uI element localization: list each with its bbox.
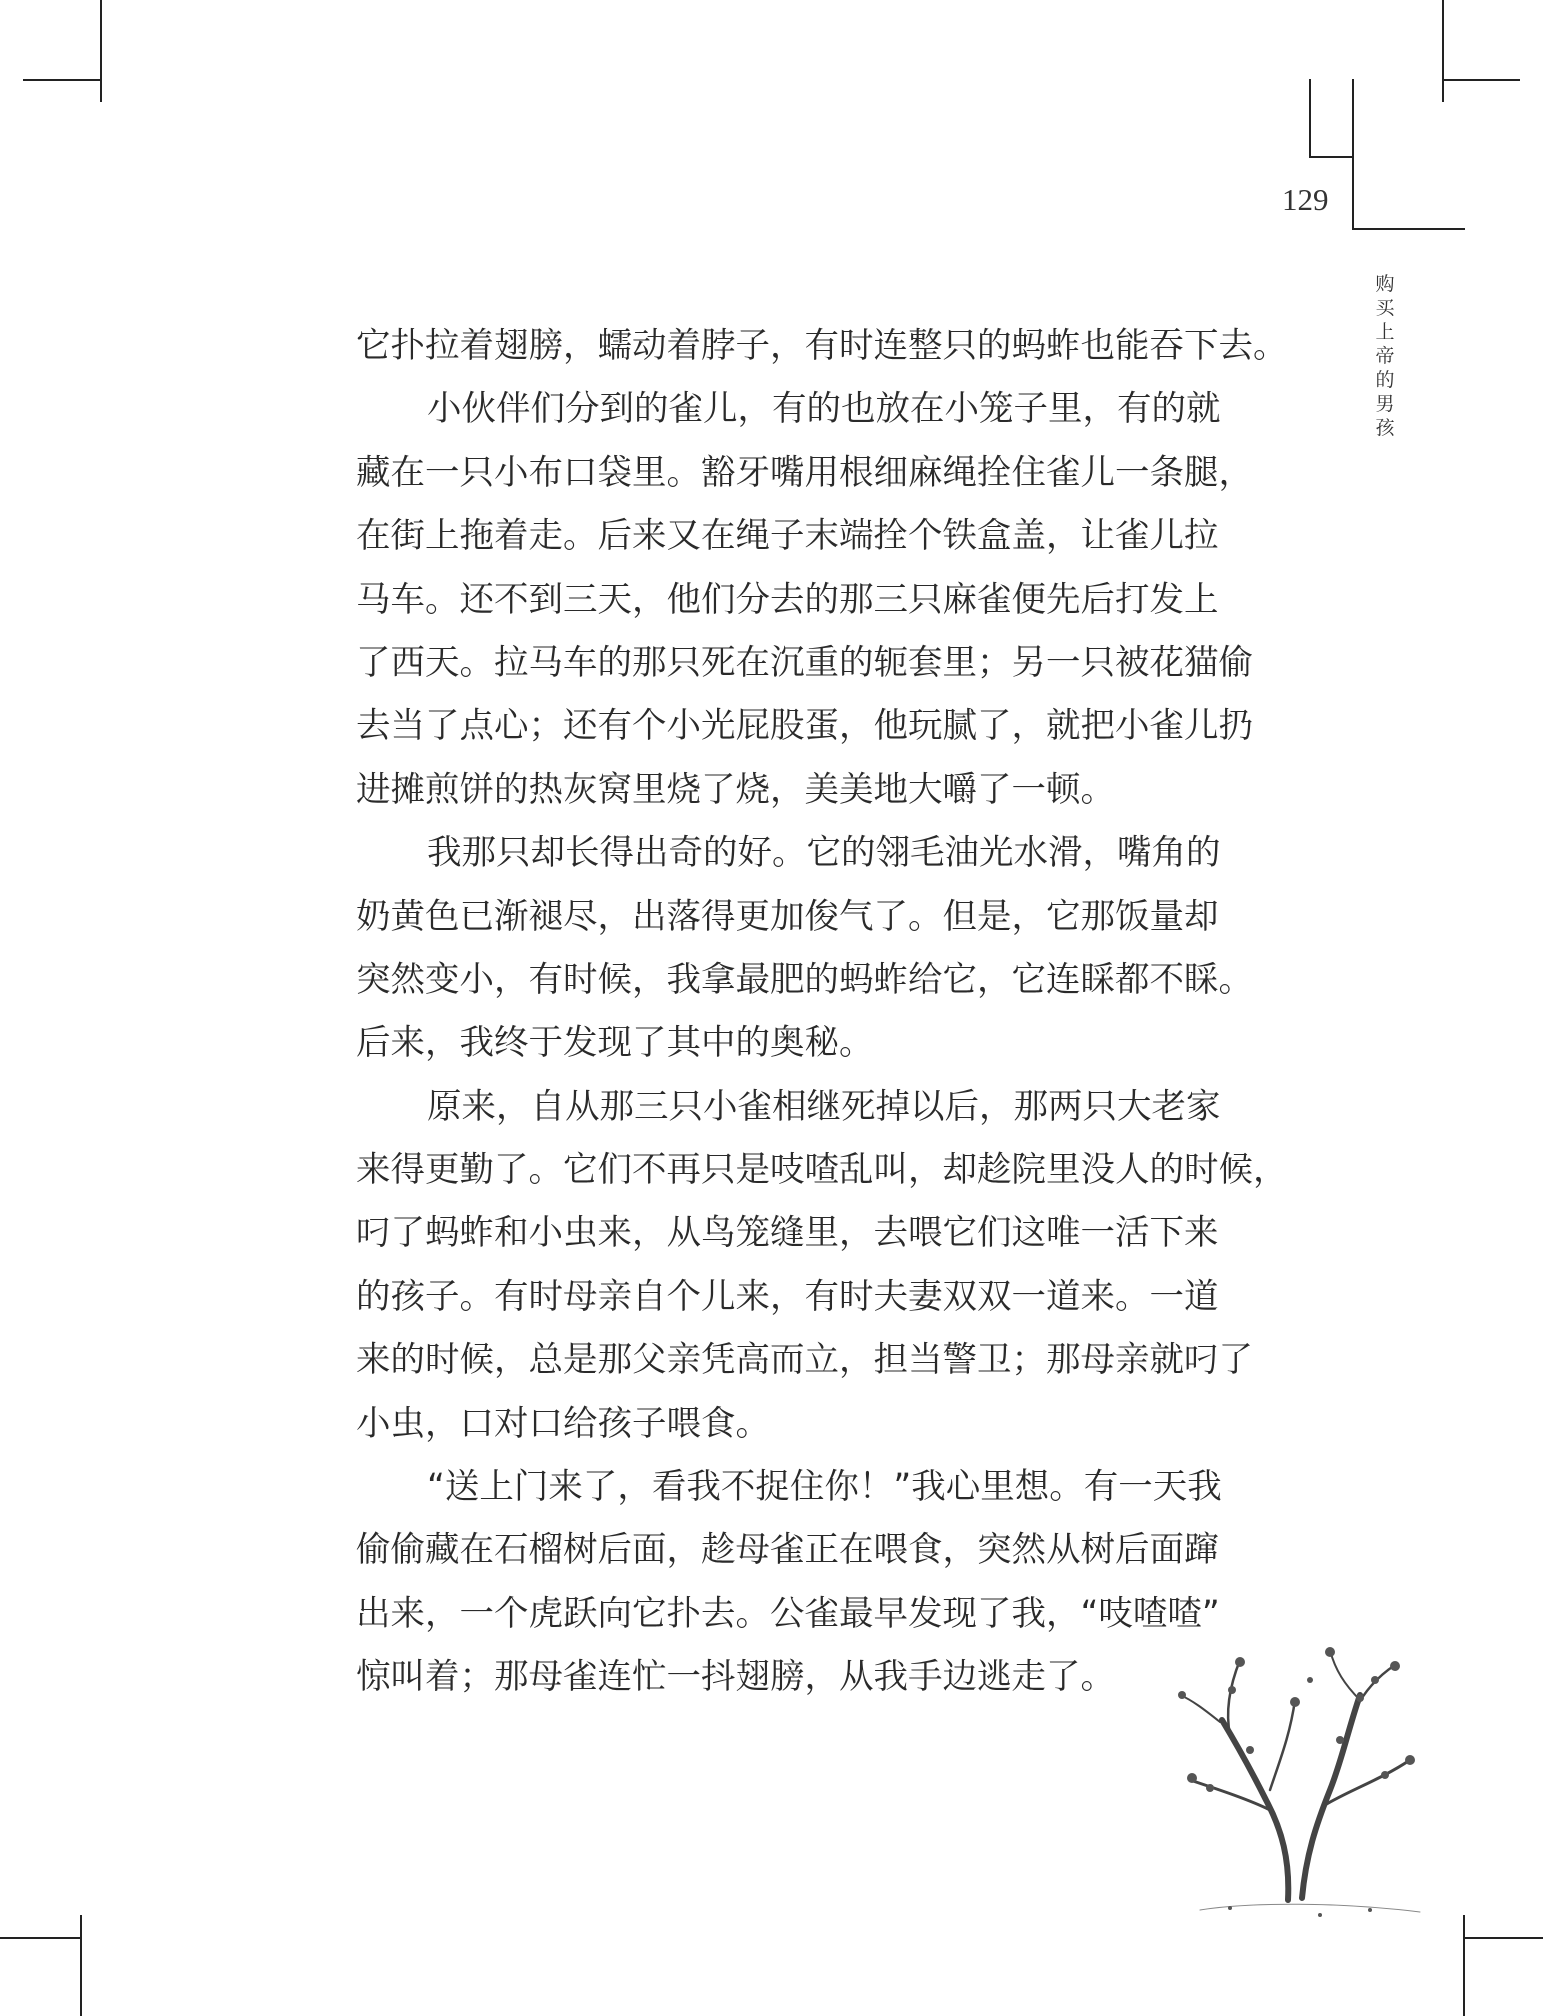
running-title-char: 男	[1375, 393, 1395, 415]
text-line: 叼了蚂蚱和小虫来，从鸟笼缝里，去喂它们这唯一活下来	[356, 1213, 1219, 1254]
text-line: 偷偷藏在石榴树后面，趁母雀正在喂食，突然从树后面蹿	[356, 1530, 1219, 1571]
text-line: 来得更勤了。它们不再只是吱喳乱叫，却趁院里没人的时候，	[356, 1150, 1288, 1191]
text-line: 后来，我终于发现了其中的奥秘。	[356, 1023, 874, 1064]
tree-illustration	[1170, 1640, 1435, 1925]
text-line: 马车。还不到三天，他们分去的那三只麻雀便先后打发上	[356, 579, 1219, 620]
text-line: 奶黄色已渐褪尽，出落得更加俊气了。但是，它那饭量却	[356, 896, 1219, 937]
running-title-char: 孩	[1375, 417, 1395, 439]
running-title-char: 的	[1375, 369, 1395, 391]
text-line: 原来，自从那三只小雀相继死掉以后，那两只大老家	[427, 1086, 1221, 1127]
running-title-char: 上	[1375, 321, 1395, 343]
running-title	[1372, 272, 1398, 440]
text-line: “送上门来了，看我不捉住你！”我心里想。有一天我	[427, 1467, 1222, 1508]
text-line: 进摊煎饼的热灰窝里烧了烧，美美地大嚼了一顿。	[356, 769, 1115, 810]
text-line: 我那只却长得出奇的好。它的翎毛油光水滑，嘴角的	[427, 833, 1221, 874]
text-line: 小虫，口对口给孩子喂食。	[356, 1403, 770, 1444]
text-line: 出来，一个虎跃向它扑去。公雀最早发现了我，“吱喳喳”	[356, 1593, 1220, 1634]
running-title-char: 买	[1375, 297, 1395, 319]
text-line: 突然变小，有时候，我拿最肥的蚂蚱给它，它连睬都不睬。	[356, 959, 1253, 1000]
text-line: 来的时候，总是那父亲凭高而立，担当警卫；那母亲就叼了	[356, 1340, 1253, 1381]
text-line: 藏在一只小布口袋里。豁牙嘴用根细麻绳拴住雀儿一条腿，	[356, 452, 1253, 493]
text-line: 的孩子。有时母亲自个儿来，有时夫妻双双一道来。一道	[356, 1276, 1219, 1317]
body-text	[356, 315, 1288, 1710]
text-line: 小伙伴们分到的雀儿，有的也放在小笼子里，有的就	[427, 389, 1221, 430]
text-line: 它扑拉着翅膀，蠕动着脖子，有时连整只的蚂蚱也能吞下去。	[356, 326, 1288, 366]
text-line: 在街上拖着走。后来又在绳子末端拴个铁盒盖，让雀儿拉	[356, 516, 1219, 557]
running-title-char: 帝	[1375, 345, 1395, 367]
page-number: 129	[1282, 182, 1329, 217]
text-line: 了西天。拉马车的那只死在沉重的轭套里；另一只被花猫偷	[356, 642, 1253, 683]
text-line: 去当了点心；还有个小光屁股蛋，他玩腻了，就把小雀儿扔	[356, 706, 1253, 747]
running-title-char: 购	[1375, 273, 1395, 295]
text-line: 惊叫着；那母雀连忙一抖翅膀，从我手边逃走了。	[356, 1657, 1115, 1698]
